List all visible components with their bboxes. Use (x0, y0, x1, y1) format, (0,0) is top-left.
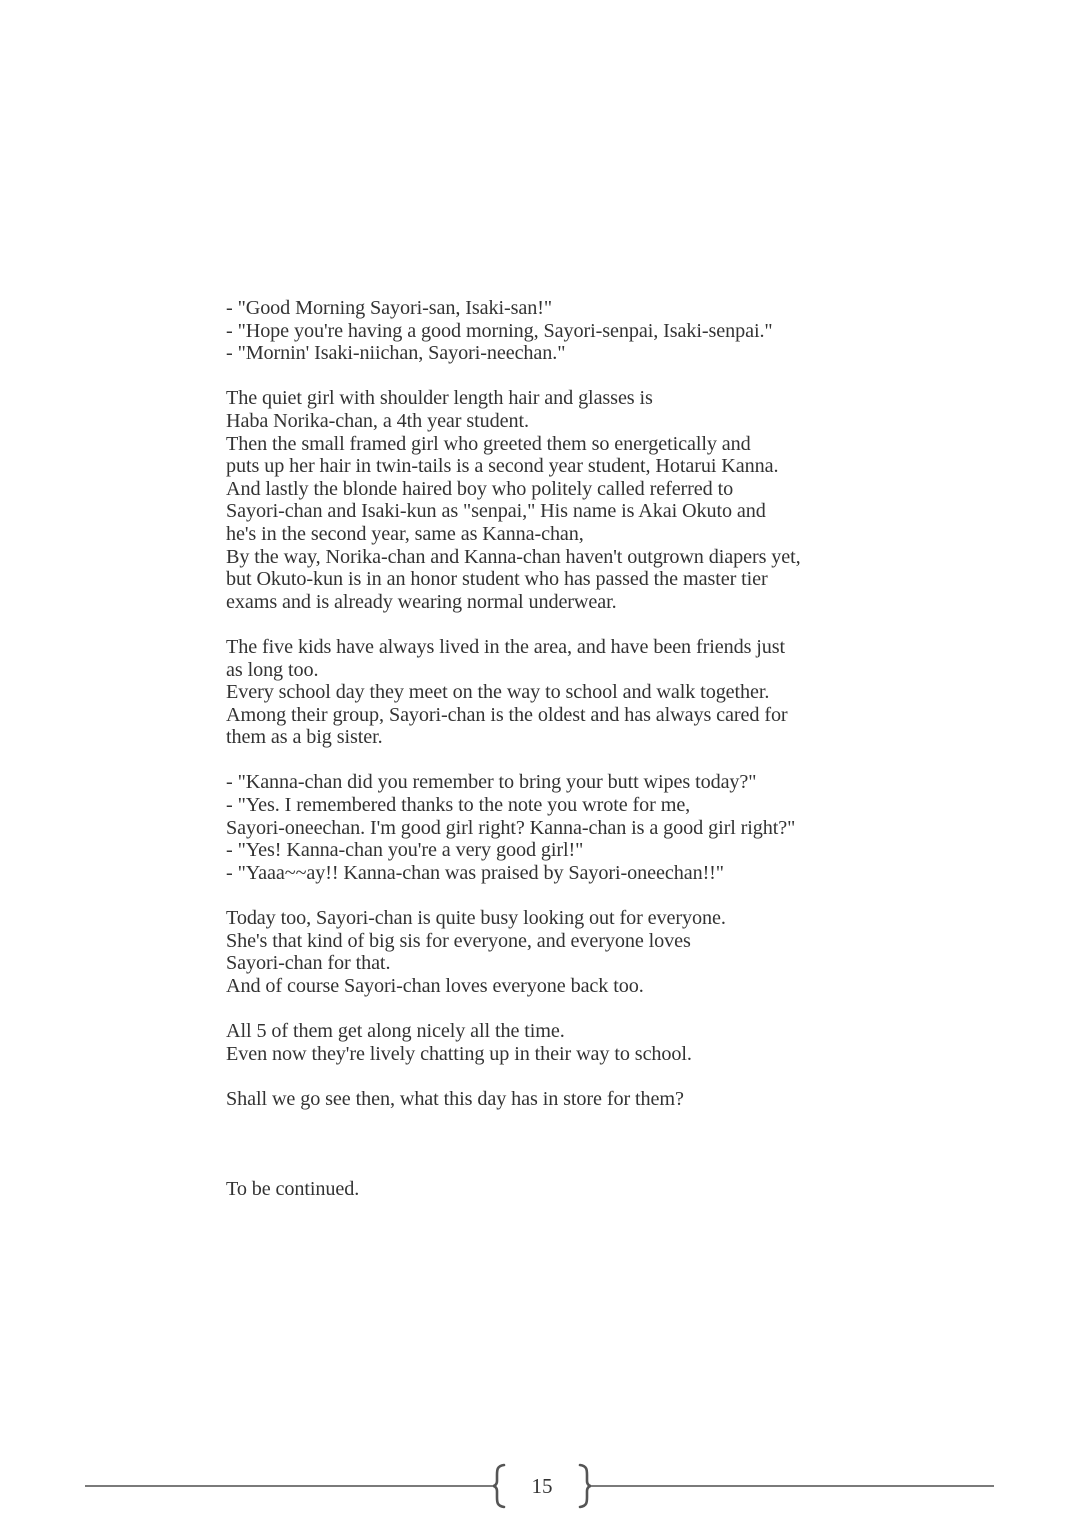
story-text (226, 297, 906, 1201)
text-line: as long too. (226, 658, 319, 681)
text-line: Sayori-chan for that. (226, 952, 391, 975)
text-line: - "Kanna-chan did you remember to bring your butt wipes today?" (226, 771, 757, 794)
text-line: exams and is already wearing normal underwear. (226, 590, 617, 613)
text-line: - "Good Morning Sayori-san, Isaki-san!" (226, 297, 552, 319)
footer-rule-right (590, 1485, 994, 1487)
paragraph (226, 771, 906, 884)
text-line: Among their group, Sayori-chan is the oldest and has always cared for (226, 703, 788, 726)
paragraph (226, 907, 906, 997)
text-line: but Okuto-kun is in an honor student who has passed the master tier (226, 568, 768, 591)
paragraph (226, 636, 906, 749)
footer-rule-left (85, 1485, 493, 1487)
paragraph (226, 1020, 906, 1065)
text-line: All 5 of them get along nicely all the time. (226, 1020, 565, 1042)
right-brace-icon (576, 1463, 592, 1509)
text-line: puts up her hair in twin-tails is a second year student, Hotarui Kanna. (226, 455, 779, 478)
paragraph (226, 1088, 906, 1111)
text-line: them as a big sister. (226, 726, 383, 749)
text-line: - "Hope you're having a good morning, Sayori-senpai, Isaki-senpai." (226, 319, 773, 342)
text-line: The quiet girl with shoulder length hair and glasses is (226, 387, 653, 410)
page-footer (0, 1460, 1080, 1520)
text-line: Then the small framed girl who greeted them so energetically and (226, 432, 751, 455)
page-number: 15 (531, 1474, 553, 1498)
text-line: And of course Sayori-chan loves everyone back too. (226, 974, 644, 997)
text-line: he's in the second year, same as Kanna-chan, (226, 522, 584, 545)
text-line: - "Yaaa~~ay!! Kanna-chan was praised by Sayori-oneechan!!" (226, 861, 724, 884)
text-line: - "Mornin' Isaki-niichan, Sayori-neechan." (226, 342, 566, 365)
text-line: By the way, Norika-chan and Kanna-chan haven't outgrown diapers yet, (226, 545, 801, 568)
text-line: Haba Norika-chan, a 4th year student. (226, 409, 529, 432)
text-line: The five kids have always lived in the area, and have been friends just (226, 635, 786, 658)
text-line: - "Yes! Kanna-chan you're a very good girl!" (226, 839, 584, 862)
text-line: She's that kind of big sis for everyone, and everyone loves (226, 929, 691, 952)
text-line: Even now they're lively chatting up in their way to school. (226, 1042, 692, 1065)
text-line: - "Yes. I remembered thanks to the note you wrote for me, (226, 794, 691, 817)
text-line: And lastly the blonde haired boy who politely called referred to (226, 477, 734, 500)
text-line: Sayori-oneechan. I'm good girl right? Kanna-chan is a good girl right?" (226, 816, 796, 839)
text-line: Shall we go see then, what this day has in store for them? (226, 1087, 684, 1110)
text-line: Every school day they meet on the way to school and walk together. (226, 681, 770, 704)
text-line: Today too, Sayori-chan is quite busy looking out for everyone. (226, 907, 726, 930)
paragraph (226, 297, 906, 365)
text-line: Sayori-chan and Isaki-kun as "senpai," His name is Akai Okuto and (226, 500, 766, 523)
paragraph (226, 387, 906, 613)
closing-line: To be continued. (226, 1178, 360, 1201)
